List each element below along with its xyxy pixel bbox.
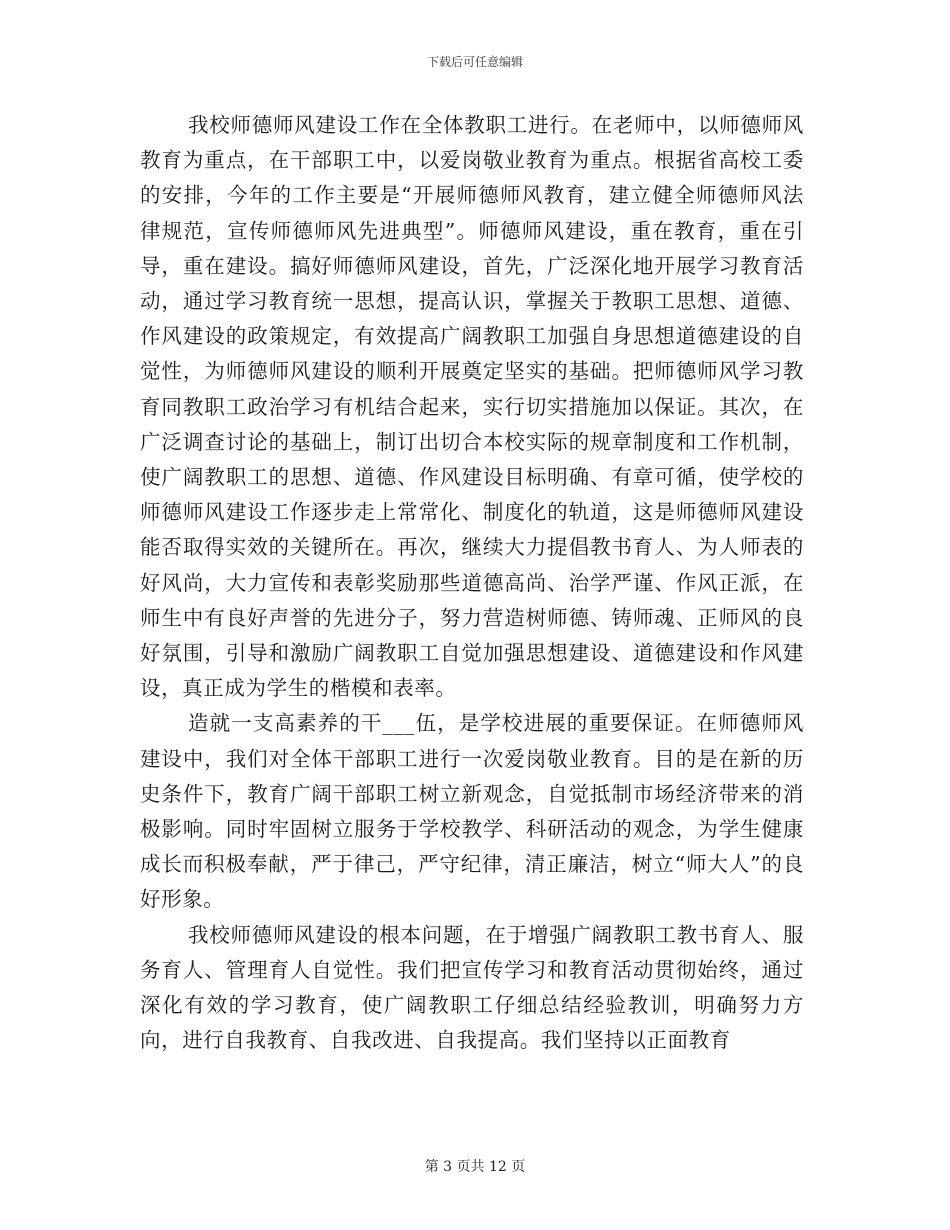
page-header bbox=[0, 54, 950, 70]
header-note: 下载后可任意编辑 bbox=[426, 55, 523, 69]
page-footer bbox=[0, 1158, 950, 1176]
paragraph-2: 造就一支高素养的干___伍，是学校进展的重要保证。在师德师风建设中，我们对全体干部职工进行一次爱岗敬业教育。目的是在新的历史条件下，教育广阔干部职工树立新观念，自觉抵制市场经济带来的消极影响。同时牢固树立服务于学校教学、科研活动的观念，为学生健康成长而积极奉献，严于律己，严守纪律，清正廉洁，树立“师大人”的良好形象。 bbox=[140, 711, 804, 912]
page-number: 第 3 页共 12 页 bbox=[424, 1159, 526, 1175]
paragraph-1: 我校师德师风建设工作在全体教职工进行。在老师中，以师德师风教育为重点，在干部职工中，以爱岗敬业教育为重点。根据省高校工委的安排，今年的工作主要是“开展师德师风教育，建立健全师德师风法律规范，宣传师德师风先进典型”。师德师风建设，重在教育，重在引导，重在建设。搞好师德师风建设，首先，广泛深化地开展学习教育活动，通过学习教育统一思想，提高认识，掌握关于教职工思想、道德、作风建设的政策规定，有效提高广阔教职工加强自身思想道德建设的自觉性，为师德师风建设的顺利开展奠定坚实的基础。把师德师风学习教育同教职工政治学习有机结合起来，实行切实措施加以保证。其次，在广泛调查讨论的基础上，制订出切合本校实际的规章制度和工作机制，使广阔教职工的思想、道德、作风建设目标明确、有章可循，使学校的师德师风建设工作逐步走上常常化、制度化的轨道，这是师德师风建设能否取得实效的关键所在。再次，继续大力提倡教书育人、为人师表的好风尚，大力宣传和表彰奖励那些道德高尚、治学严谨、作风正派，在师生中有良好声誉的先进分子，努力营造树师德、铸师魂、正师风的良好氛围，引导和激励广阔教职工自觉加强思想建设、道德建设和作风建设，真正成为学生的楷模和表率。 bbox=[140, 113, 804, 701]
paragraph-3: 我校师德师风建设的根本问题，在于增强广阔教职工教书育人、服务育人、管理育人自觉性。我们把宣传学习和教育活动贯彻始终，通过深化有效的学习教育，使广阔教职工仔细总结经验教训，明确努力方向，进行自我教育、自我改进、自我提高。我们坚持以正面教育 bbox=[140, 922, 804, 1053]
document-body bbox=[140, 108, 804, 1058]
